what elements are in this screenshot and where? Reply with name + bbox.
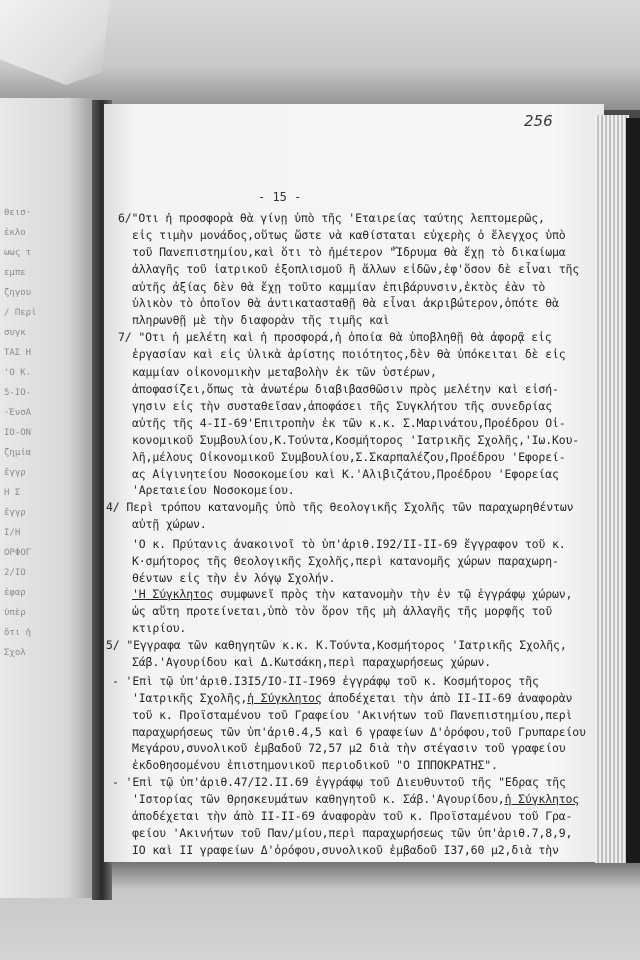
page-edges (595, 115, 629, 863)
left-page-fragment: ἔγγρ (4, 508, 26, 518)
text-line: ΙΟ καὶ ΙΙ γραφείων Δ'ὀρόφου,συνολικοῦ ἐμβαδοῦ Ι37,60 μ2,διὰ τὴν (132, 843, 559, 857)
text-line: θέντων εἰς τὴν ἐν λόγῳ Σχολήν. (132, 571, 336, 585)
text-line: φείου 'Ακινήτων τοῦ Παν/μίου,περὶ παραχωρήσεως τῶν ὑπ'ἀριθ.7,8,9, (132, 826, 573, 840)
text-line: ας Αἰγινητείου Νοσοκομείου καὶ Κ.'Αλιβιζάτου,Προέδρου 'Εφορείας (132, 467, 559, 481)
text-line: κονομικοῦ Συμβουλίου,Κ.Τούντα,Κοσμήτορος 'Ιατρικῆς Σχολῆς,'Ιω.Κου- (132, 433, 580, 447)
text-line: - 'Επὶ τῷ ὑπ'ἀριθ.Ι3Ι5/ΙΟ-ΙΙ-Ι969 ἐγγράφῳ τοῦ κ. Κοσμήτορος τῆς (112, 674, 539, 688)
text-line: ἐργασίαν καὶ εἰς ὑλικὰ ἀρίστης ποιότητος,δὲν θὰ ὑπόκειται δὲ εἰς (132, 347, 566, 361)
text-line: 6/"Οτι ἡ προσφορὰ θὰ γίνῃ ὑπὸ τῆς 'Εταιρείας ταύτης λεπτομερῶς, (118, 211, 545, 225)
text-line: κτιρίου. (132, 621, 187, 635)
text-line: ἀποφασίζει,ὅπως τὰ ἀνωτέρω διαβιβασθῶσιν πρὸς μελέτην καὶ εἰσή- (132, 382, 559, 396)
text-line: πληρωνθῇ μὲ τὴν διαφορὰν τῆς τιμῆς καὶ (132, 313, 390, 327)
text-line: τοῦ Πανεπιστημίου,καὶ ὅτι τὸ ἡμέτερον "Ἵδρυμα θὰ ἔχῃ τὸ δικαίωμα (132, 245, 566, 259)
left-page-fragment: ζημία (4, 448, 32, 458)
text-line: Κ·σμήτορος τῆς Θεολογικῆς Σχολῆς,περὶ κατανομῆς χώρων παραχωρη- (132, 554, 559, 568)
book-cover (626, 118, 640, 863)
text-line: αὐτῇ χώρων. (132, 517, 207, 531)
text-line: - 'Επὶ τῷ ὑπ'ἀριθ.47/Ι2.ΙΙ.69 ἐγγράφῳ τοῦ Διευθυντοῦ τῆς "Εδρας τῆς (112, 775, 566, 789)
text-line: 5/ "Εγγραφα τῶν καθηγητῶν κ.κ. Κ.Τούντα,Κοσμήτορος 'Ιατρικῆς Σχολῆς, (106, 638, 567, 652)
text-line: 'Η Σύγκλητος συμφωνεῖ πρὸς τὴν κατανομὴν τὴν ἐν τῷ ἐγγράφῳ χώρων, (132, 587, 573, 601)
left-page-fragment: Σχολ (4, 648, 26, 658)
text-line: παραχωρήσεως τῶν ὑπ'ἀριθ.4,5 καὶ 6 γραφείων Δ'ὀρόφου,τοῦ Γρυπαρείου (132, 725, 586, 739)
text-line: λῆ,μέλους Οἰκονομικοῦ Συμβουλίου,Σ.Σκαρπαλέζου,Προέδρου 'Εφορεί- (132, 450, 566, 464)
left-page-fragment: / Περὶ (4, 308, 37, 318)
text-line: 7/ "Οτι ἡ μελέτη καὶ ἡ προσφορά,ἡ ὁποία θὰ ὑποβληθῇ θὰ ἀφορᾷ εἰς (118, 330, 552, 344)
left-page-fragment: 2/ΙΟ (4, 568, 26, 578)
left-page-fragment: 'Ο Κ. (4, 368, 32, 378)
text-line: ἀποδέχεται τὴν ἀπὸ ΙΙ-ΙΙ-69 ἀναφορὰν τοῦ κ. Προϊσταμένου τοῦ Γρα- (132, 809, 573, 823)
left-page-fragment: ·ἙνσΑ (4, 408, 32, 418)
left-page-fragment: ὅτι ἡ (4, 628, 32, 638)
text-line: ὑλικὸν τὸ ὁποῖον θὰ ἀντικατασταθῇ θὰ εἶναι ἀκριβώτερον,ὁπότε θὰ (132, 296, 559, 310)
text-line: ὡς αὕτη προτείνεται,ὑπὸ τὸν ὅρον τῆς μὴ ἀλλαγῆς τῆς μορφῆς τοῦ (132, 604, 552, 618)
text-line: εἰς τιμὴν μονάδος,οὕτως ὥστε νὰ καθίσταται εὐχερὴς ὁ ἔλεγχος ὑπὸ (132, 228, 566, 242)
text-line: τοῦ κ. Προϊσταμένου τοῦ Γραφείου 'Ακινήτων τοῦ Πανεπιστημίου,περὶ (132, 708, 573, 722)
text-line: καμμίαν οἰκονομικὴν μεταβολὴν ἐκ τῶν ὑστέρων, (132, 365, 437, 379)
text-line: 'Ο κ. Πρύτανις ἀνακοινοῖ τὸ ὑπ'ἀριθ.Ι92/ΙΙ-ΙΙ-69 ἔγγραφον τοῦ κ. (132, 537, 566, 551)
page-number: 256 (524, 112, 553, 130)
text-line: Σάβ.'Αγουρίδου καὶ Δ.Κωτσάκη,περὶ παραχωρήσεως χώρων. (132, 655, 492, 669)
text-line: ἀλλαγῆς τοῦ ἰατρικοῦ ἐξοπλισμοῦ ἢ ἄλλων εἰδῶν,ἐφ'ὅσον δὲ εἶναι τῆς (132, 262, 580, 276)
text-line: ἐκδοθησομένου ἐπιστημονικοῦ περιοδικοῦ "Ο ΙΠΠΟΚΡΑΤΗΣ". (132, 758, 498, 772)
header-number: - 15 - (258, 190, 302, 204)
left-page-fragment: θεισ· (4, 208, 32, 218)
left-page-fragment: 5-ΙΟ- (4, 388, 32, 398)
left-page-fragment: ωως τ (4, 248, 32, 258)
left-page-fragment: ὑπὲρ (4, 608, 26, 618)
left-page-fragment: Ι/Η (4, 528, 21, 538)
text-line: αὐτῆς τῆς 4-ΙΙ-69'Επιτροπὴν ἐκ τῶν κ.κ. Σ.Μαρινάτου,Προέδρου Οἰ- (132, 416, 566, 430)
text-line: γησιν εἰς τὴν συσταθεῖσαν,ἀποφάσει τῆς Συγκλήτου τῆς συνεδρίας (132, 399, 552, 413)
text-line: αὐτῆς ἀξίας δὲν θὰ ἔχῃ τοῦτο καμμίαν ἐπιβάρυνσιν,ἐκτὸς ἐὰν τὸ (132, 280, 546, 294)
text-line: 'Αρεταιείου Νοσοκομείου. (132, 483, 295, 497)
text-line: 'Ιατρικῆς Σχολῆς,ἡ Σύγκλητος ἀποδέχεται τὴν ἀπὸ ΙΙ-ΙΙ-69 ἀναφορὰν (132, 691, 573, 705)
left-page-fragment: ΙΟ-ΟΝ (4, 428, 32, 438)
left-page-fragment: ἐκλο (4, 228, 26, 238)
left-page-fragment: ἐφαρ (4, 588, 26, 598)
left-page-fragment: ζηγου (4, 288, 32, 298)
text-line: 4/ Περὶ τρόπου κατανομῆς ὑπὸ τῆς θεολογικῆς Σχολῆς τῶν παραχωρηθέντων (106, 500, 574, 514)
left-page-fragment: ΟΡΦΟΓ (4, 548, 32, 558)
text-line: 'Ιστορίας τῶν Θρησκευμάτων καθηγητοῦ κ. Σάβ.'Αγουρίδου,ἡ Σύγκλητος (132, 792, 580, 806)
text-line: Μεγάρου,συνολικοῦ ἐμβαδοῦ 72,57 μ2 διὰ τὴν στέγασιν τοῦ γραφείου (132, 741, 566, 755)
left-page (0, 98, 96, 898)
left-page-fragment: ἔγγρ (4, 468, 26, 478)
left-page-fragment: Η Σ (4, 488, 21, 498)
left-page-fragment: εμπε (4, 268, 26, 278)
left-page-fragment: ΤΑΣ Η (4, 348, 32, 358)
left-page-fragment: συγκ (4, 328, 26, 338)
